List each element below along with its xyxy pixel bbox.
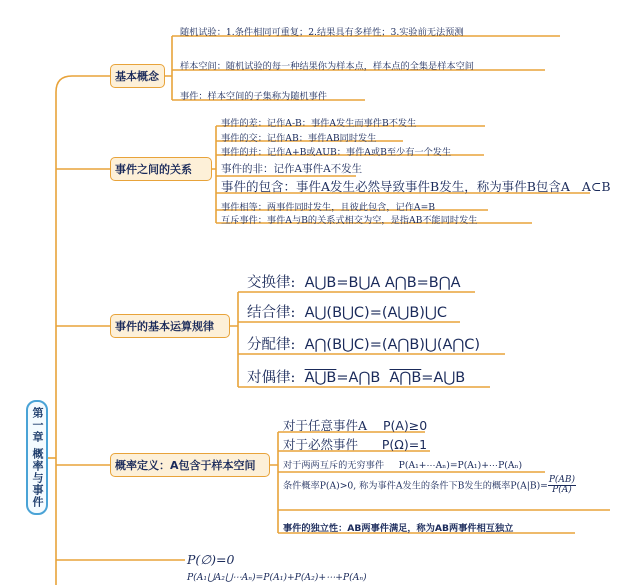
nonnegativity-formula: P(A)≥0 bbox=[382, 418, 428, 433]
leaf-event-equal: 事件相等：两事件同时发生，且彼此包含，记作A=B bbox=[221, 202, 436, 213]
leaf-associative-law: 结合律: A⋃(B⋃C)=(A⋃B)⋃C bbox=[247, 305, 447, 321]
leaf-conditional-probability: 条件概率P(A)>0, 称为事件A发生的条件下B发生的概率P(A|B)= $\frac{P(AB)}{P(A)}$ bbox=[283, 475, 576, 496]
formula-finite-additivity: P(A₁⋃A₂⋃⋯Aₙ)=P(A₁)+P(A₂)+⋯+P(Aₙ) bbox=[187, 572, 367, 583]
conditional-fraction: $\frac{P(AB)}{P(A)}$ bbox=[548, 475, 576, 496]
leaf-event-complement: 事件的非：记作A事件A不发生 bbox=[221, 163, 363, 175]
node-event-relations[interactable]: 事件之间的关系 bbox=[110, 157, 212, 181]
complement-bar bbox=[315, 161, 323, 173]
leaf-event-difference: 事件的差：记作A-B：事件A发生而事件B不发生 bbox=[221, 118, 417, 129]
commutative-formula: A⋃B=B⋃A A⋂B=B⋂A bbox=[304, 275, 461, 291]
leaf-event-inclusion: 事件的包含：事件A发生必然导致事件B发生，称为事件B包含A A⊂B bbox=[221, 179, 611, 194]
leaf-countable-additivity: 对于两两互斥的无穷事件 P(A₁+⋯Aₙ)=P(A₁)+⋯P(Aₙ) bbox=[283, 460, 523, 471]
leaf-mutually-exclusive: 互斥事件：事件A与B的关系式相交为空，是指AB不能同时发生 bbox=[221, 215, 478, 226]
leaf-distributive-law: 分配律: A⋂(B⋃C)=(A⋂B)⋃(A⋂C) bbox=[247, 337, 481, 353]
leaf-random-experiment: 随机试验：1.条件相同可重复；2.结果具有多样性；3.实验前无法预测 bbox=[180, 27, 464, 38]
node-operation-laws[interactable]: 事件的基本运算规律 bbox=[110, 314, 230, 338]
leaf-event: 事件：样本空间的子集称为随机事件 bbox=[180, 91, 327, 102]
leaf-commutative-law: 交换律: A⋃B=B⋃A A⋂B=B⋂A bbox=[247, 275, 461, 291]
root-node-chapter1[interactable]: 第一章 概率与事件 bbox=[26, 400, 48, 515]
formula-empty-set: P(∅)=0 bbox=[187, 552, 235, 567]
additivity-formula: P(A₁+⋯Aₙ)=P(A₁)+⋯P(Aₙ) bbox=[398, 460, 523, 471]
duality-formula: A⋃B=A⋂B A⋂B=A⋃B bbox=[304, 370, 466, 386]
leaf-event-union: 事件的并：记作A+B或AUB：事件A或B至少有一个发生 bbox=[221, 147, 452, 158]
leaf-event-intersection: 事件的交：记作AB：事件AB同时发生 bbox=[221, 133, 377, 144]
subset-formula: A⊂B bbox=[581, 179, 611, 194]
leaf-sample-space: 样本空间：随机试验的每一种结果你为样本点，样本点的全集是样本空间 bbox=[180, 61, 474, 72]
normalization-formula: P(Ω)=1 bbox=[381, 437, 428, 452]
leaf-duality-law: 对偶律: A⋃B=A⋂B A⋂B=A⋃B bbox=[247, 370, 466, 386]
node-basic-concepts[interactable]: 基本概念 bbox=[110, 64, 165, 88]
associative-formula: A⋃(B⋃C)=(A⋃B)⋃C bbox=[304, 305, 447, 321]
node-probability-definition[interactable]: 概率定义：A包含于样本空间 bbox=[110, 453, 270, 477]
leaf-normalization: 对于必然事件 P(Ω)=1 bbox=[283, 437, 428, 452]
distributive-formula: A⋂(B⋃C)=(A⋂B)⋃(A⋂C) bbox=[304, 337, 481, 353]
leaf-independence: 事件的独立性：AB两事件满足，称为AB两事件相互独立 bbox=[283, 523, 514, 534]
leaf-nonnegativity: 对于任意事件A P(A)≥0 bbox=[283, 418, 428, 433]
